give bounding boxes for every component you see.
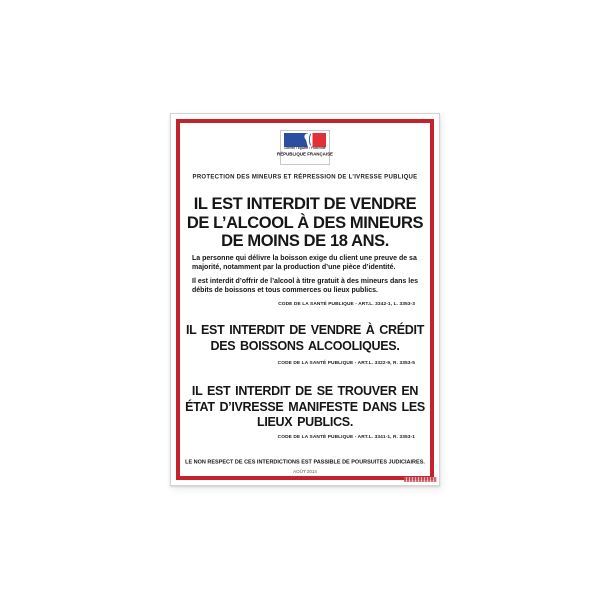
heading-drunkenness-line-1: IL EST INTERDIT DE SE TROUVER EN bbox=[191, 384, 419, 398]
alcohol-prohibition-sign bbox=[170, 113, 440, 486]
sign-subtitle: PROTECTION DES MINEURS ET RÉPRESSION DE L’IVRESSE PUBLIQUE bbox=[192, 173, 418, 180]
heading-sale-line-3: DE MOINS DE 18 ANS. bbox=[221, 232, 389, 250]
code-ref-credit-sales: CODE DE LA SANTÉ PUBLIQUE - ART.L. 3322-9, R. 3353-5 bbox=[277, 360, 415, 366]
heading-sale-line-1: IL EST INTERDIT DE VENDRE bbox=[193, 195, 417, 213]
paragraph-id-proof: La personne qui délivre la boisson exige du client une preuve de sa majorité, notamment par la production d’une pièce d’identité. bbox=[192, 255, 417, 271]
footer-warning: LE NON RESPECT DE CES INTERDICTIONS EST PASSIBLE DE POURSUITES JUDICIAIRES. bbox=[185, 459, 425, 465]
heading-drunkenness-line-2: ÉTAT D’IVRESSE MANIFESTE DANS LES bbox=[185, 399, 425, 414]
heading-credit-line-2: DES BOISSONS ALCOOLIQUES. bbox=[210, 338, 400, 353]
footer-date: AOÛT 2014 bbox=[293, 469, 317, 474]
heading-credit-sales bbox=[171, 323, 439, 354]
paragraph-free-offer: Il est interdit d’offrir de l’alcool à titre gratuit à des mineurs dans les débits de boissons et tous commerces ou lieux publics. bbox=[192, 278, 418, 294]
logo-republic: RÉPUBLIQUE FRANÇAISE bbox=[277, 151, 333, 157]
heading-credit-line-1: IL EST INTERDIT DE VENDRE À CRÉDIT bbox=[185, 323, 425, 337]
marianne-logo bbox=[277, 130, 333, 165]
corner-reference-mark bbox=[404, 477, 437, 482]
heading-drunkenness-line-3: LIEUX PUBLICS. bbox=[256, 415, 354, 429]
code-ref-sale-to-minors: CODE DE LA SANTÉ PUBLIQUE - ART.L. 3342-1, L. 3353-3 bbox=[278, 301, 415, 307]
body-paragraphs bbox=[192, 255, 418, 301]
heading-sale-to-minors bbox=[171, 195, 439, 251]
heading-public-drunkenness bbox=[171, 384, 439, 431]
code-ref-public-drunkenness: CODE DE LA SANTÉ PUBLIQUE - ART.L. 3341-1, R. 3353-1 bbox=[277, 434, 415, 440]
heading-sale-line-2: DE L’ALCOOL À DES MINEURS bbox=[186, 213, 424, 232]
logo-motto: Liberté • Égalité • Fraternité bbox=[284, 146, 326, 150]
